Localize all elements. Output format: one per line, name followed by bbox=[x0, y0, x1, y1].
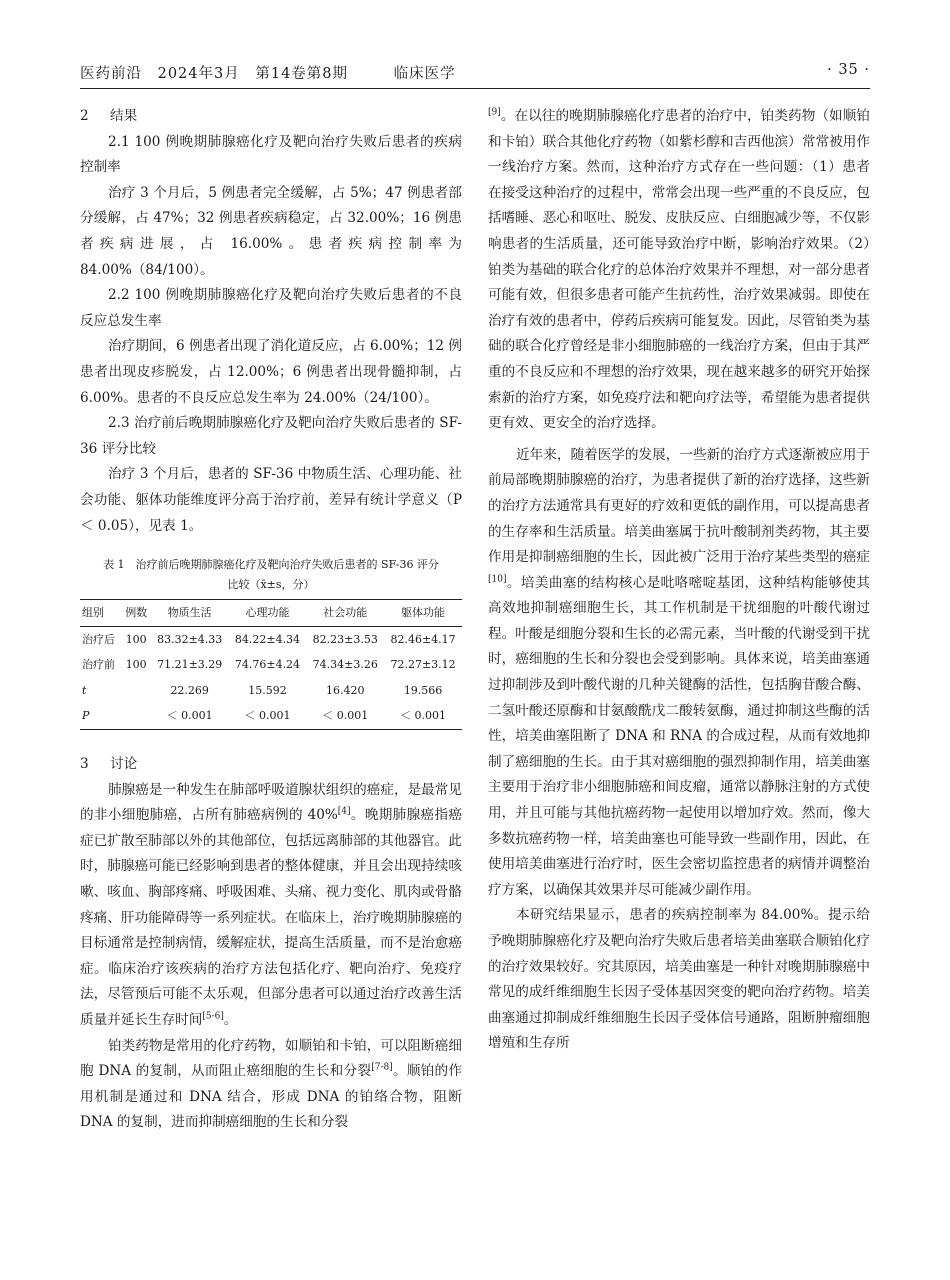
text-run: 肺腺癌是一种发生在肺部呼吸道腺状组织的癌症，是最常见的非小细胞肺癌，占所有肺癌病例的 40% bbox=[80, 781, 462, 824]
section-2-3-heading: 2.3 治疗前后晚期肺腺癌化疗及靶向治疗失败后患者的 SF-36 评分比较 bbox=[80, 415, 462, 457]
table-cell: 100 bbox=[125, 632, 147, 646]
table-cell: 71.21±3.29 bbox=[157, 658, 223, 672]
col-header: 社会功能 bbox=[323, 606, 368, 620]
text-run: 。晚期肺腺癌指癌症已扩散至肺部以外的其他部位，包括远离肺部的其他器官。此时，肺腺癌可能已经影响到患者的整体健康，并且会出现持续咳嗽、咳血、胸部疼痛、呼吸困难、头痛、视力变化、肌肉或骨骼疼痛、肝功能障碍等一系列症状。在临床上，治疗晚期肺腺癌的目标通常是控制病情，缓解症状，提高生活质量，而不是治愈癌症。临床治疗该疾病的治疗方法包括化疗、靶向治疗、免疫疗法，尽管预后可能不太乐观，但部分患者可以通过治疗改善生活质量并延长生存时间 bbox=[80, 807, 463, 1028]
text-run: 。在以往的晚期肺腺癌化疗患者的治疗中，铂类药物（如顺铂和卡铂）联合其他化疗药物（如紫杉醇和吉西他滨）常常被用作一线治疗方案。然而，这种治疗方式存在一些问题：（1）患者在接受这种治疗的过程中，常常会出现一些严重的不良反应，包括嗜睡、恶心和呕吐、脱发、皮肤反应、白细胞减少等，不仅影响患者的生活质量，还可能导致治疗中断，影响治疗效果。（2）铂类为基础的联合化疗的总体治疗效果并不理想，对一部分患者可能有效，但很多患者可能产生抗药性，治疗效果减弱。即使在治疗有效的患者中，停药后疾病可能复发。因此，尽管铂类为基础的联合化疗曾经是非小细胞肺癌的一线治疗方案，但由于其严重的不良反应和不理想的治疗效果，现在越来越多的研究开始探索新的治疗方案，如免疫疗法和靶向疗法等，希望能为患者提供更有效、更安全的治疗选择。 bbox=[488, 108, 870, 432]
table-cell bbox=[122, 703, 151, 729]
table-cell: 100 bbox=[125, 658, 147, 672]
issue-volume: 第14卷第8期 bbox=[255, 66, 349, 82]
table-cell: 19.566 bbox=[403, 683, 443, 697]
table-cell: 治疗后 bbox=[82, 632, 115, 646]
journal-name: 医药前沿 bbox=[80, 66, 142, 82]
table-cell: ＜ 0.001 bbox=[244, 709, 291, 723]
col-header: 躯体功能 bbox=[401, 606, 446, 620]
col-header: 心理功能 bbox=[245, 606, 290, 620]
discussion-paragraph-3 bbox=[488, 443, 870, 904]
text-run: 铂类药物是常用的化疗药物，如顺铂和卡铂，可以阻断癌细胞 DNA 的复制，从而阻止癌细胞的生长和分裂 bbox=[80, 1037, 462, 1080]
table-cell: 22.269 bbox=[170, 683, 209, 697]
text-run: 。 bbox=[223, 1012, 238, 1028]
col-header: 例数 bbox=[125, 606, 148, 620]
table-cell: ＜ 0.001 bbox=[400, 709, 447, 723]
table-cell: 治疗前 bbox=[82, 658, 115, 672]
sf36-table bbox=[80, 599, 462, 730]
table-cell: 83.32±4.33 bbox=[157, 632, 223, 646]
table-cell bbox=[122, 678, 151, 704]
table-row bbox=[80, 678, 462, 704]
citation: [9] bbox=[488, 107, 501, 118]
table-cell: ＜ 0.001 bbox=[322, 709, 369, 723]
discussion-title: 讨论 bbox=[110, 756, 138, 773]
table-caption-line2: 比较（x̄±s，分） bbox=[227, 578, 315, 592]
table-header-row bbox=[80, 600, 462, 627]
citation: [10] bbox=[488, 574, 507, 585]
discussion-paragraph-2 bbox=[80, 1034, 462, 1136]
section-2-1-heading: 2.1 100 例晚期肺腺癌化疗及靶向治疗失败后患者的疾病控制率 bbox=[80, 133, 462, 176]
issue-date: 2024年3月 bbox=[157, 66, 240, 82]
text-run: 近年来，随着医学的发展，一些新的治疗方式逐渐被应用于前局部晚期肺腺癌的治疗，为患者提供了新的治疗选择，这些新的治疗方法通常具有更好的疗效和更低的副作用，可以提高患者的生存率和生活质量。培美曲塞属于抗叶酸制剂类药物，其主要作用是抑制癌细胞的生长，因此被广泛用于治疗某些类型的癌症 bbox=[488, 446, 870, 566]
results-heading bbox=[80, 104, 462, 130]
table-cell: t bbox=[82, 683, 87, 697]
table-cell: ＜ 0.001 bbox=[166, 709, 213, 723]
table-cell: 74.76±4.24 bbox=[234, 658, 301, 672]
discussion-paragraph-4: 本研究结果显示，患者的疾病控制率为 84.00%。提示给予晚期肺腺癌化疗及靶向治疗失败后患者培美曲塞联合顺铂化疗的治疗效果较好。究其原因，培美曲塞是一种针对晚期肺腺癌中常见的成纤维细胞生长因子受体基因突变的靶向治疗药物。培美曲塞通过抑制成纤维细胞生长因子受体信号通路，阻断肿瘤细胞增殖和生存所 bbox=[488, 907, 870, 1052]
table-cell: 16.420 bbox=[326, 683, 365, 697]
results-number: 2 bbox=[80, 108, 89, 124]
section-2-2-heading: 2.2 100 例晚期肺腺癌化疗及靶向治疗失败后患者的不良反应总发生率 bbox=[80, 287, 462, 329]
col-header: 物质生活 bbox=[167, 606, 212, 620]
table-caption bbox=[80, 555, 462, 595]
table-cell: 84.22±4.34 bbox=[234, 632, 301, 646]
header-left bbox=[80, 62, 466, 83]
citation: [7-8] bbox=[371, 1062, 393, 1073]
table-row bbox=[80, 626, 462, 652]
section-2-2-text: 治疗期间，6 例患者出现了消化道反应，占 6.00%；12 例患者出现皮疹脱发，占 12.00%；6 例患者出现骨髓抑制，占 6.00%。患者的不良反应总发生率为 24.00%（24/100）。 bbox=[80, 338, 462, 406]
section-2-1-text: 治疗 3 个月后，5 例患者完全缓解，占 5%；47 例患者部分缓解，占 47%；32 例患者疾病稳定，占 32.00%；16 例患者疾病进展，占 16.00%。患者疾病控制率为 84.00%（84/100）。 bbox=[80, 184, 462, 278]
left-column bbox=[80, 104, 462, 1136]
discussion-paragraph-2-continued bbox=[488, 104, 870, 437]
citation: [5-6] bbox=[202, 1011, 224, 1022]
text-run: 。顺铂的作用机制是通过和 DNA 结合，形成 DNA 的铂络合物，阻断 DNA 的复制，进而抑制癌细胞的生长和分裂 bbox=[80, 1063, 462, 1131]
table-cell: 72.27±3.12 bbox=[390, 658, 456, 672]
table-cell: P bbox=[82, 709, 90, 723]
section-2-3-text: 治疗 3 个月后，患者的 SF-36 中物质生活、心理功能、社会功能、躯体功能维度评分高于治疗前，差异有统计学意义（P ＜ 0.05），见表 1。 bbox=[80, 466, 462, 534]
discussion-number: 3 bbox=[80, 756, 89, 773]
citation: [4] bbox=[337, 806, 351, 817]
table-caption-line1: 表 1 治疗前后晚期肺腺癌化疗及靶向治疗失败后患者的 SF-36 评分 bbox=[103, 558, 439, 572]
results-title: 结果 bbox=[110, 108, 138, 124]
running-header bbox=[80, 58, 870, 89]
text-run: 。培美曲塞的结构核心是吡咯嘧啶基团，这种结构能够使其高效地抑制癌细胞生长，其工作机制是干扰细胞的叶酸代谢过程。叶酸是细胞分裂和生长的必需元素，当叶酸的代谢受到干扰时，癌细胞的生长和分裂也会受到影响。具体来说，培美曲塞通过抑制涉及到叶酸代谢的几种关键酶的活性，包括胸苷酸合酶、二氢叶酸还原酶和甘氨酸酰戊二酸转氨酶，通过抑制这些酶的活性，培美曲塞阻断了 DNA 和 RNA 的合成过程，从而有效地抑制了癌细胞的生长。由于其对癌细胞的强烈抑制作用，培美曲塞主要用于治疗非小细胞肺癌和间皮瘤，通常以静脉注射的方式使用，并且可能与其他抗癌药物一起使用以增加疗效。然而，像大多数抗癌药物一样，培美曲塞也可能导致一些副作用，因此，在使用培美曲塞进行治疗时，医生会密切监控患者的病情并调整治疗方案，以确保其效果并尽可能减少副作用。 bbox=[488, 574, 870, 898]
section-name: 临床医学 bbox=[393, 66, 456, 82]
page-number: · 35 · bbox=[827, 62, 870, 78]
col-header: 组别 bbox=[82, 606, 104, 620]
table-cell: 82.46±4.17 bbox=[390, 632, 456, 646]
discussion-paragraph-1 bbox=[80, 778, 462, 1034]
table-cell: 82.23±3.53 bbox=[312, 632, 378, 646]
table-row bbox=[80, 652, 462, 678]
discussion-heading bbox=[80, 752, 462, 778]
table-row bbox=[80, 703, 462, 729]
right-column bbox=[488, 104, 870, 1057]
table-cell: 15.592 bbox=[248, 683, 287, 697]
table-cell: 74.34±3.26 bbox=[312, 658, 378, 672]
